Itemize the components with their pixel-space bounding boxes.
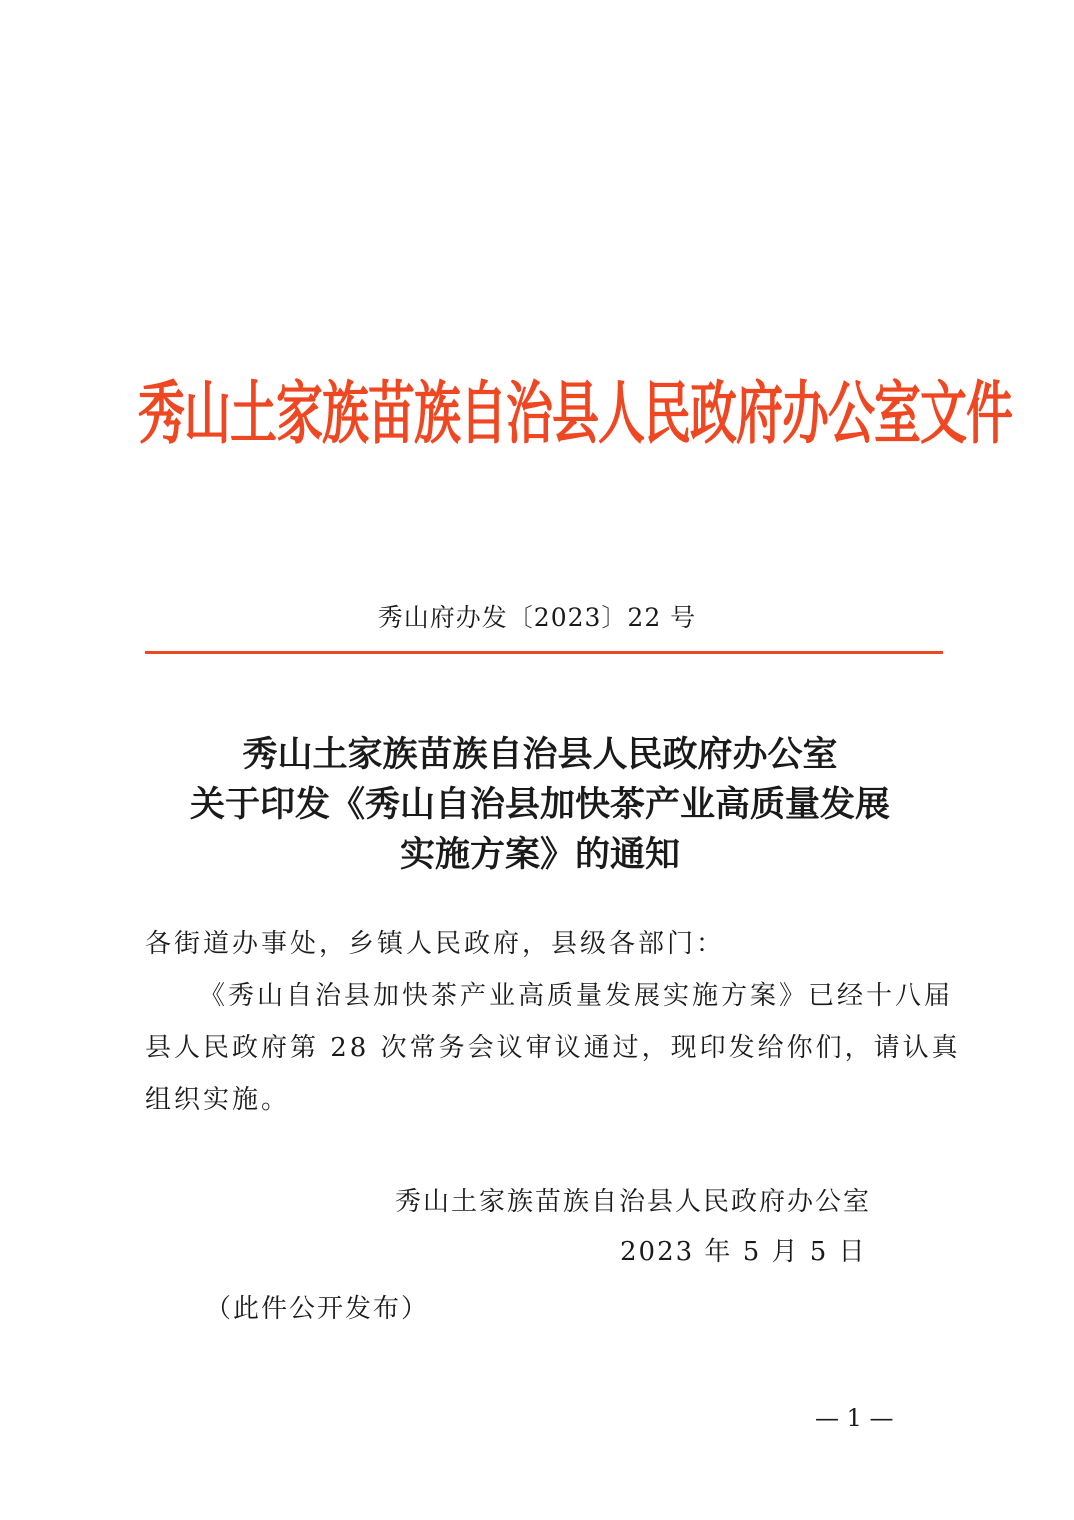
document-header-title: 秀山土家族苗族自治县人民政府办公室文件 (138, 374, 1012, 455)
body-paragraph (145, 970, 961, 1126)
addressee: 各街道办事处，乡镇人民政府，县级各部门： (145, 929, 726, 959)
public-release-note: （此件公开发布） (205, 1294, 430, 1324)
issuer-signature: 秀山土家族苗族自治县人民政府办公室 (395, 1187, 872, 1217)
body-line-1: 《秀山自治县加快茶产业高质量发展实施方案》已经十八届 (199, 981, 954, 1011)
body-line-3: 组织实施。 (145, 1085, 291, 1115)
body-line-2: 县人民政府第 28 次常务会议审议通过，现印发给你们，请认真 (145, 1033, 961, 1063)
document-title-line-3: 实施方案》的通知 (399, 834, 680, 875)
document-title-line-2: 关于印发《秀山自治县加快茶产业高质量发展 (189, 784, 890, 825)
document-title (130, 730, 950, 880)
header-divider (145, 651, 943, 654)
document-title-line-1: 秀山土家族苗族自治县人民政府办公室 (242, 734, 838, 775)
issue-date: 2023 年 5 月 5 日 (620, 1237, 867, 1267)
document-number: 秀山府办发〔2023〕22 号 (377, 603, 697, 632)
page-number: — 1 — (815, 1404, 894, 1432)
